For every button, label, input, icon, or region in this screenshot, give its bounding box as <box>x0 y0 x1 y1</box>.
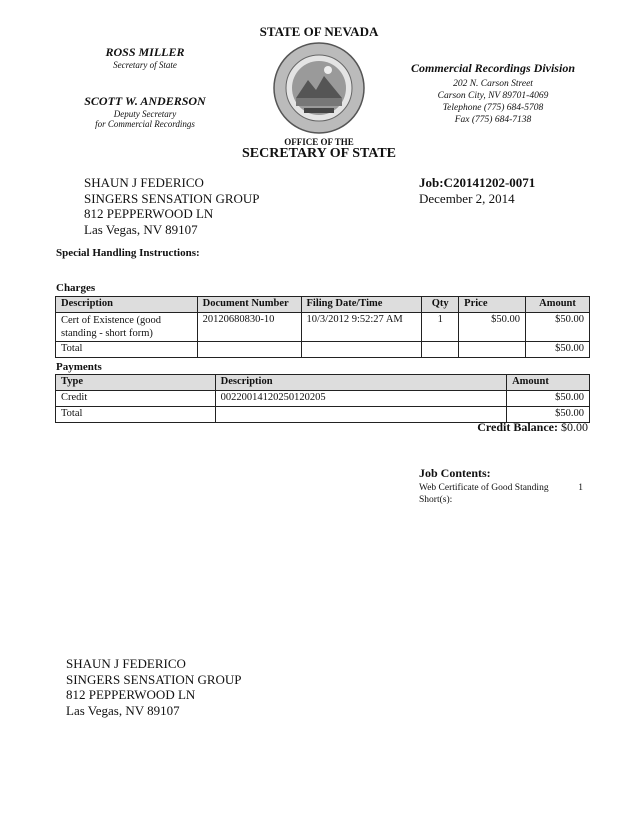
recipient-street: 812 PEPPERWOOD LN <box>84 206 214 221</box>
nevada-seal-icon <box>258 42 380 134</box>
payment-amount: $50.00 <box>507 391 590 407</box>
charge-description <box>56 313 198 342</box>
charge-filing: 10/3/2012 9:52:27 AM <box>301 313 422 342</box>
credit-balance-label: Credit Balance: <box>477 420 558 434</box>
charges-title: Charges <box>56 282 96 294</box>
charges-table <box>55 296 590 358</box>
deputy-name: SCOTT W. ANDERSON <box>84 94 206 108</box>
col-description: Description <box>56 297 198 313</box>
col-amount: Amount <box>526 297 590 313</box>
charges-total-row <box>56 342 590 358</box>
charge-qty: 1 <box>422 313 459 342</box>
mailing-city: Las Vegas, NV 89107 <box>66 702 180 718</box>
charge-description-line2: standing - short form) <box>61 328 153 339</box>
secretary-name: ROSS MILLER <box>105 45 185 59</box>
mailing-street: 812 PEPPERWOOD LN <box>66 687 196 702</box>
credit-balance <box>477 420 588 435</box>
division-addr1: 202 N. Carson Street <box>453 79 533 89</box>
recipient-address <box>84 175 260 237</box>
secretary-of-state-heading: SECRETARY OF STATE <box>241 146 397 161</box>
charge-price: $50.00 <box>459 313 526 342</box>
col-document-number: Document Number <box>197 297 301 313</box>
charges-total-label: Total <box>56 342 198 358</box>
division-block <box>398 61 588 126</box>
table-row <box>56 391 590 407</box>
division-phone: Telephone (775) 684-5708 <box>442 103 544 113</box>
charges-total-amount: $50.00 <box>526 342 590 358</box>
mailing-name: SHAUN J FEDERICO <box>66 656 186 671</box>
state-title: STATE OF NEVADA <box>259 24 379 39</box>
job-contents-item-line2: Short(s): <box>419 495 453 505</box>
payments-total-label: Total <box>56 407 216 423</box>
job-contents-item-line1: Web Certificate of Good Standing <box>419 483 549 493</box>
empty-cell <box>197 342 301 358</box>
charge-description-line1: Cert of Existence (good <box>61 315 162 326</box>
division-name: Commercial Recordings Division <box>410 61 575 75</box>
col-pay-amount: Amount <box>507 375 590 391</box>
job-contents-title: Job Contents: <box>419 466 491 480</box>
deputy-title1: Deputy Secretary <box>113 109 177 119</box>
recipient-name: SHAUN J FEDERICO <box>84 175 204 190</box>
job-contents-item-count: 1 <box>578 483 583 493</box>
job-block <box>419 175 535 206</box>
recipient-city: Las Vegas, NV 89107 <box>84 221 198 237</box>
job-date: December 2, 2014 <box>419 190 515 206</box>
table-row <box>56 313 590 342</box>
empty-cell <box>422 342 459 358</box>
deputy-title2: for Commercial Recordings <box>95 119 195 129</box>
job-contents-item <box>419 482 589 506</box>
division-fax: Fax (775) 684-7138 <box>454 115 532 125</box>
payments-header-row <box>56 375 590 391</box>
col-pay-description: Description <box>215 375 506 391</box>
empty-cell <box>301 342 422 358</box>
charge-doc-number: 20120680830-10 <box>197 313 301 342</box>
payment-type: Credit <box>56 391 216 407</box>
charges-header-row <box>56 297 590 313</box>
job-number: Job:C20141202-0071 <box>419 175 536 190</box>
col-filing-date: Filing Date/Time <box>301 297 422 313</box>
col-qty: Qty <box>422 297 459 313</box>
deputy-block <box>60 94 230 129</box>
payments-table <box>55 374 590 423</box>
payments-total-amount: $50.00 <box>507 407 590 423</box>
mailing-company: SINGERS SENSATION GROUP <box>66 671 242 687</box>
job-contents <box>419 466 589 506</box>
empty-cell <box>459 342 526 358</box>
credit-balance-value: $0.00 <box>561 420 588 434</box>
col-price: Price <box>459 297 526 313</box>
mailing-address <box>66 656 242 718</box>
secretary-block <box>60 45 230 70</box>
payments-title: Payments <box>56 361 102 373</box>
office-of-the: OFFICE OF THE <box>284 137 354 147</box>
charge-amount: $50.00 <box>526 313 590 342</box>
recipient-company: SINGERS SENSATION GROUP <box>84 190 260 206</box>
empty-cell <box>215 407 506 423</box>
col-type: Type <box>56 375 216 391</box>
division-addr2: Carson City, NV 89701-4069 <box>437 91 549 101</box>
payment-description: 00220014120250120205 <box>215 391 506 407</box>
secretary-title: Secretary of State <box>113 60 177 70</box>
special-handling-label: Special Handling Instructions: <box>56 247 200 259</box>
